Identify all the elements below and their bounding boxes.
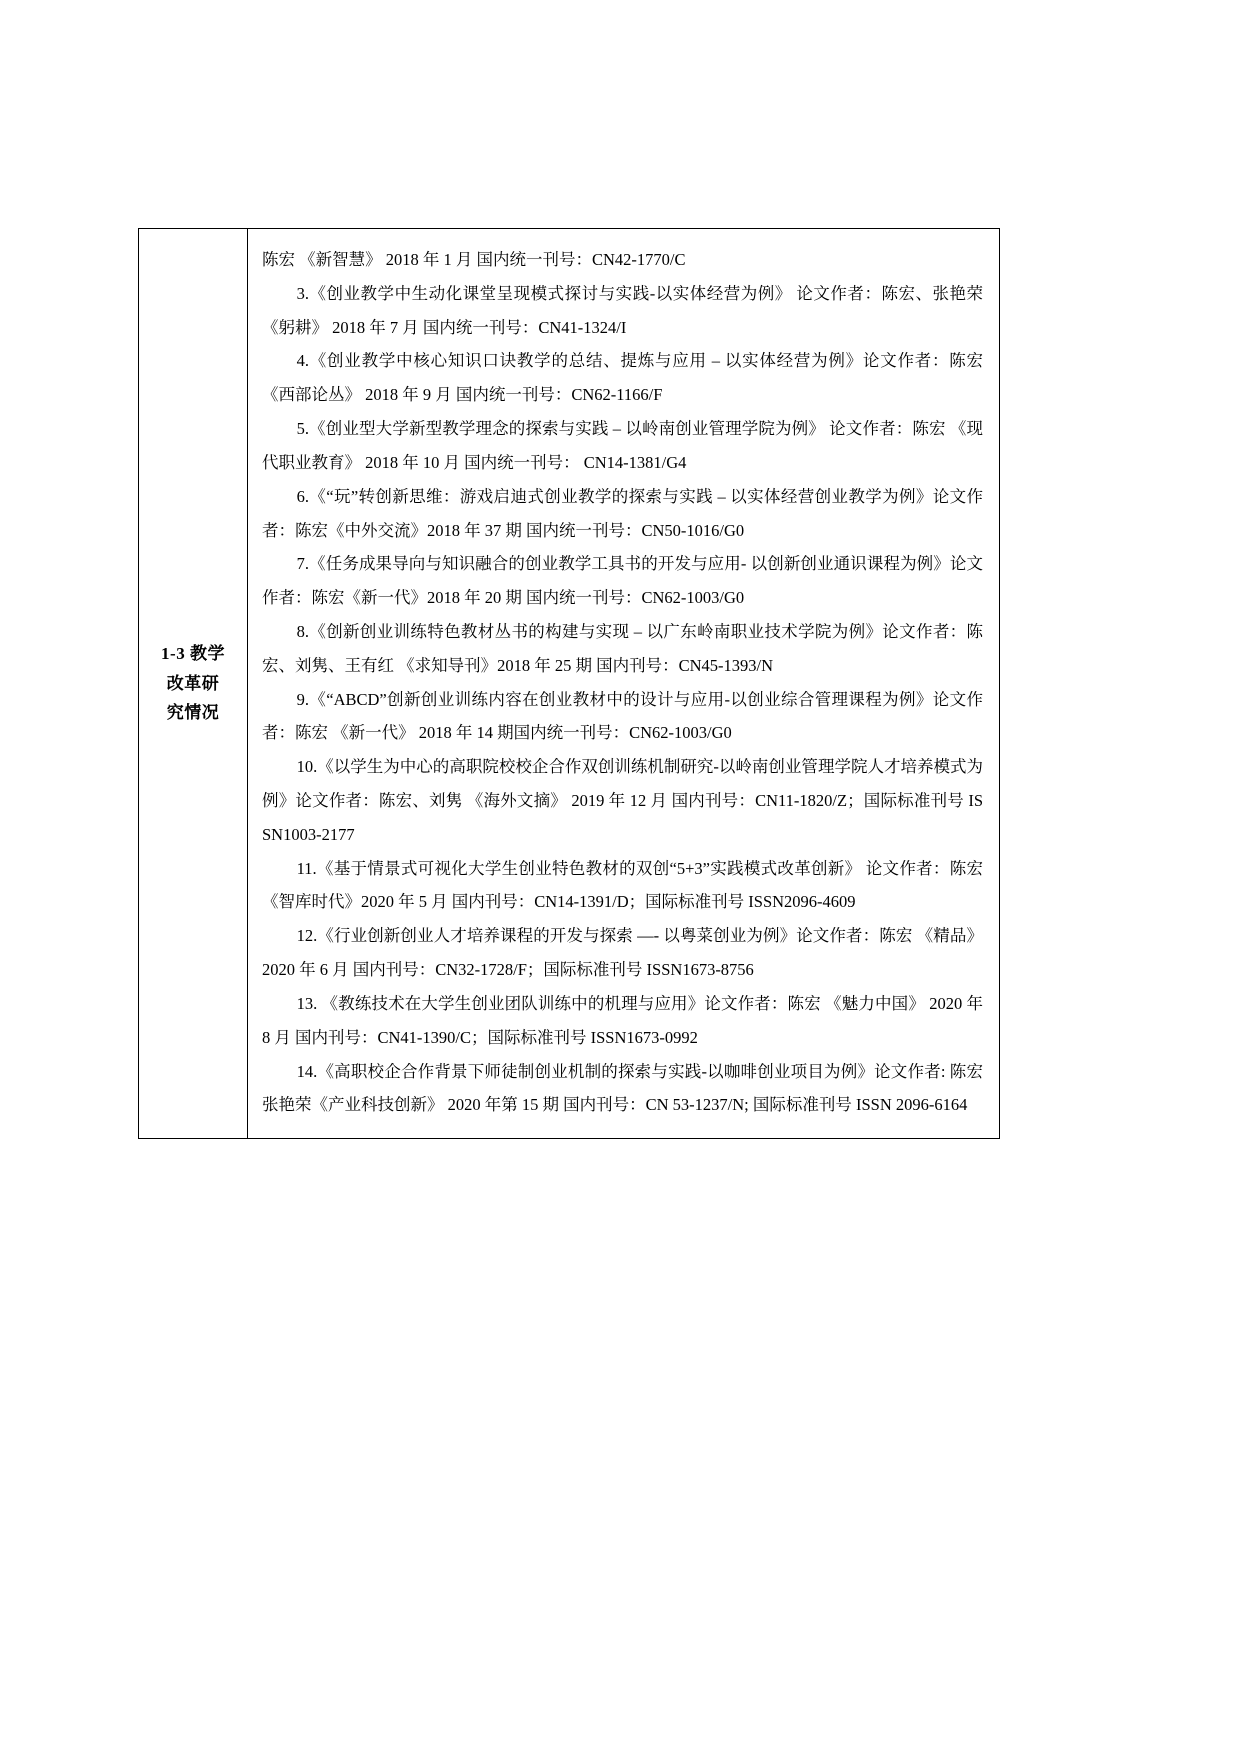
publication-entry: 14.《高职校企合作背景下师徒制创业机制的探索与实践-以咖啡创业项目为例》论文作者: 陈宏 张艳荣《产业科技创新》 2020 年第 15 期 国内刊号：CN 53-1237/N; 国际标准刊号 ISSN 2096-6164 [262,1061,983,1115]
publication-entry: 10.《以学生为中心的高职院校校企合作双创训练机制研究-以岭南创业管理学院人才培养模式为例》论文作者：陈宏、刘隽 《海外文摘》 2019 年 12 月 国内刊号：CN11-1820/Z；国际标准刊号 ISSN1003-2177 [262,757,983,844]
publications-list-cell [248,229,1000,1139]
publication-entry: 9.《“ABCD”创新创业训练内容在创业教材中的设计与应用-以创业综合管理课程为例》论文作者：陈宏 《新一代》 2018 年 14 期国内统一刊号：CN62-1003/G0 [262,689,983,743]
publication-entry: 陈宏 《新智慧》 2018 年 1 月 国内统一刊号：CN42-1770/C [262,250,686,269]
publication-entry: 6.《“玩”转创新思维：游戏启迪式创业教学的探索与实践 – 以实体经营创业教学为例》论文作者：陈宏《中外交流》2018 年 37 期 国内统一刊号：CN50-1016/G0 [262,486,983,540]
publication-entry: 12.《行业创新创业人才培养课程的开发与探索 —- 以粤菜创业为例》论文作者：陈宏 《精品》2020 年 6 月 国内刊号：CN32-1728/F；国际标准刊号 ISSN1673-8756 [262,926,983,980]
row-label-line-1: 1-3 教学 [161,643,225,663]
publication-entry: 13. 《教练技术在大学生创业团队训练中的机理与应用》论文作者：陈宏 《魅力中国》 2020 年 8 月 国内刊号：CN41-1390/C；国际标准刊号 ISSN1673-0992 [262,993,983,1047]
publication-entry: 4.《创业教学中核心知识口诀教学的总结、提炼与应用 – 以实体经营为例》论文作者：陈宏 《西部论丛》 2018 年 9 月 国内统一刊号：CN62-1166/F [262,351,983,405]
publication-entry: 8.《创新创业训练特色教材丛书的构建与实现 – 以广东岭南职业技术学院为例》论文作者：陈宏、刘隽、王有红 《求知导刊》2018 年 25 期 国内刊号：CN45-1393/N [262,621,983,675]
publication-entry: 7.《任务成果导向与知识融合的创业教学工具书的开发与应用- 以创新创业通识课程为例》论文作者：陈宏《新一代》2018 年 20 期 国内统一刊号：CN62-1003/G0 [262,554,983,608]
row-label-cell [139,229,248,1139]
publication-entry: 11.《基于情景式可视化大学生创业特色教材的双创“5+3”实践模式改革创新》 论文作者：陈宏 《智库时代》2020 年 5 月 国内刊号：CN14-1391/D；国际标准刊号 ISSN2096-4609 [262,858,983,912]
table-row [139,229,1000,1139]
publication-entry: 3.《创业教学中生动化课堂呈现模式探讨与实践-以实体经营为例》 论文作者：陈宏、张艳荣 《躬耕》 2018 年 7 月 国内统一刊号：CN41-1324/I [262,283,983,337]
teaching-reform-table [138,228,1000,1139]
publication-entry: 5.《创业型大学新型教学理念的探索与实践 – 以岭南创业管理学院为例》 论文作者：陈宏 《现代职业教育》 2018 年 10 月 国内统一刊号： CN14-1381/G4 [262,419,983,472]
row-label-line-2: 改革研 [166,673,220,693]
row-label-line-3: 究情况 [166,703,220,723]
